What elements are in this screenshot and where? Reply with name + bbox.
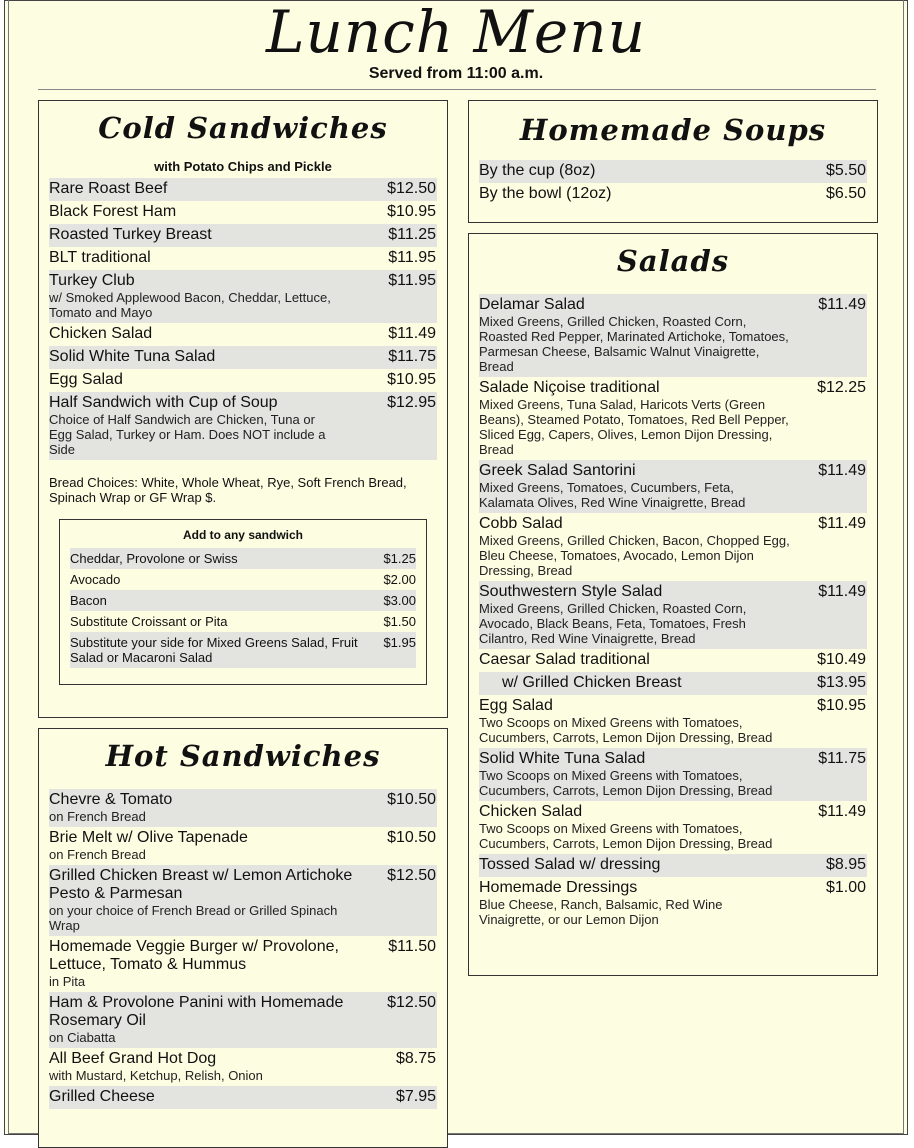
menu-item-name: Homemade Dressings	[479, 879, 638, 896]
menu-item-description: with Mustard, Ketchup, Relish, Onion	[49, 1068, 263, 1083]
addon-item	[70, 632, 416, 668]
add-to-sandwich-heading: Add to any sandwich	[182, 528, 303, 542]
menu-item-name: Chevre & Tomato	[49, 791, 173, 808]
bread-choices: Bread Choices: White, Whole Wheat, Rye, Soft French Bread, Spinach Wrap or GF Wrap $.	[49, 475, 407, 505]
menu-item-name: BLT traditional	[49, 249, 151, 266]
menu-item-description: Choice of Half Sandwich are Chicken, Tuna or Egg Salad, Turkey or Ham. Does NOT include a Side	[49, 412, 326, 457]
menu-item-price: $11.49	[818, 515, 866, 532]
addon-item-price: $1.25	[383, 551, 416, 566]
menu-item	[479, 581, 867, 649]
menu-item-description: w/ Smoked Applewood Bacon, Cheddar, Lettuce, Tomato and Mayo	[49, 290, 331, 320]
menu-item-price: $11.49	[818, 296, 866, 313]
menu-item-price: $13.95	[817, 674, 866, 691]
menu-item-name: Ham & Provolone Panini with Homemade Rosemary Oil	[49, 994, 344, 1029]
menu-item-name: Rare Roast Beef	[49, 180, 168, 197]
menu-item-description: on Ciabatta	[49, 1030, 116, 1045]
menu-item-description: on French Bread	[49, 847, 146, 862]
menu-item	[479, 160, 867, 183]
menu-item-price: $11.49	[818, 803, 866, 820]
menu-item-description: Mixed Greens, Grilled Chicken, Roasted Corn, Roasted Red Pepper, Marinated Artichoke, Tomatoes, Parmesan Cheese, Balsamic Walnut Vinaigrette, Bread	[479, 314, 789, 374]
menu-item	[49, 936, 437, 992]
menu-item-name: Solid White Tuna Salad	[479, 750, 646, 767]
menu-item	[479, 513, 867, 581]
menu-item-description: on French Bread	[49, 809, 146, 824]
menu-item-name: Delamar Salad	[479, 296, 585, 313]
menu-item-name: Chicken Salad	[49, 325, 153, 342]
menu-page	[4, 0, 908, 1135]
menu-item	[479, 377, 867, 460]
menu-item-price: $7.95	[395, 1088, 436, 1105]
salads-list	[479, 294, 867, 930]
menu-item-description: Mixed Greens, Grilled Chicken, Roasted Corn, Avocado, Black Beans, Feta, Tomatoes, Fresh Cilantro, Red Wine Vinaigrette, Bread	[479, 601, 747, 646]
menu-item	[49, 369, 437, 392]
menu-item	[479, 649, 867, 672]
menu-item-price: $11.25	[388, 226, 436, 243]
menu-item	[49, 178, 437, 201]
menu-item	[479, 672, 867, 695]
menu-item	[49, 392, 437, 460]
menu-item	[49, 992, 437, 1048]
menu-item-price: $10.49	[817, 651, 866, 668]
soups-section	[468, 100, 878, 223]
cold-sandwiches-section	[38, 100, 448, 718]
menu-item-price: $11.50	[388, 938, 436, 955]
menu-item-name: Tossed Salad w/ dressing	[479, 856, 661, 873]
menu-item-name: Greek Salad Santorini	[479, 462, 636, 479]
soups-list	[479, 160, 867, 206]
menu-item-name: Chicken Salad	[479, 803, 583, 820]
menu-item-name: Grilled Cheese	[49, 1088, 155, 1105]
cold-sandwiches-title: Cold Sandwiches	[98, 111, 388, 145]
menu-item-name: Salade Niçoise traditional	[479, 379, 660, 396]
addon-item-price: $2.00	[383, 572, 416, 587]
menu-item	[49, 1048, 437, 1086]
menu-item-description: in Pita	[49, 974, 86, 989]
addon-item-name: Substitute your side for Mixed Greens Salad, Fruit Salad or Macaroni Salad	[70, 635, 358, 665]
addon-item-price: $1.50	[383, 614, 416, 629]
menu-item-price: $12.50	[387, 867, 436, 884]
menu-item-description: on your choice of French Bread or Grilled Spinach Wrap	[49, 903, 338, 933]
menu-item-description: Mixed Greens, Tuna Salad, Haricots Verts (Green Beans), Steamed Potato, Tomatoes, Red Bell Pepper, Sliced Egg, Capers, Olives, Lemon Dijon Dressing, Bread	[479, 397, 789, 457]
cold-sandwiches-list	[49, 178, 437, 460]
addon-item-price: $1.95	[383, 635, 416, 650]
menu-item-name: Caesar Salad traditional	[479, 651, 650, 668]
menu-item-name: Southwestern Style Salad	[479, 583, 663, 600]
menu-item	[49, 346, 437, 369]
menu-item-price: $10.95	[387, 203, 436, 220]
menu-item-name: Turkey Club	[49, 272, 135, 289]
menu-item-price: $10.95	[387, 371, 436, 388]
menu-item-description: Two Scoops on Mixed Greens with Tomatoes, Cucumbers, Carrots, Lemon Dijon Dressing, Bread	[479, 821, 773, 851]
menu-item	[49, 865, 437, 936]
hot-sandwiches-title: Hot Sandwiches	[105, 739, 381, 773]
menu-item	[49, 247, 437, 270]
addon-item-name: Avocado	[70, 572, 121, 587]
menu-item-description: Two Scoops on Mixed Greens with Tomatoes, Cucumbers, Carrots, Lemon Dijon Dressing, Bread	[479, 768, 773, 798]
menu-item-price: $11.95	[388, 272, 436, 289]
menu-item-price: $12.50	[387, 180, 436, 197]
menu-item	[49, 323, 437, 346]
menu-item-name: Black Forest Ham	[49, 203, 177, 220]
menu-item-price: $11.75	[818, 750, 866, 767]
menu-item-name: w/ Grilled Chicken Breast	[502, 674, 682, 691]
menu-item-description: Mixed Greens, Grilled Chicken, Bacon, Chopped Egg, Bleu Cheese, Tomatoes, Avocado, Lemon Dijon Dressing, Bread	[479, 533, 790, 578]
menu-item	[479, 294, 867, 377]
add-to-sandwich-list	[70, 548, 416, 668]
menu-item-price: $8.75	[395, 1050, 436, 1067]
menu-item	[479, 460, 867, 513]
addon-item	[70, 590, 416, 611]
menu-item	[49, 224, 437, 247]
menu-item-price: $10.95	[817, 697, 866, 714]
menu-item-price: $10.50	[387, 791, 436, 808]
add-to-sandwich-box	[59, 519, 427, 685]
menu-item-price: $1.00	[825, 879, 866, 896]
menu-item	[479, 748, 867, 801]
menu-item-name: By the bowl (12oz)	[479, 185, 612, 202]
menu-item-price: $12.95	[387, 394, 436, 411]
menu-item-name: Egg Salad	[479, 697, 553, 714]
menu-item	[49, 789, 437, 827]
addon-item	[70, 569, 416, 590]
menu-item-description: Mixed Greens, Tomatoes, Cucumbers, Feta, Kalamata Olives, Red Wine Vinaigrette, Bread	[479, 480, 746, 510]
menu-item-name: Grilled Chicken Breast w/ Lemon Artichoke Pesto & Parmesan	[49, 867, 353, 902]
menu-item	[479, 801, 867, 854]
menu-item-price: $11.49	[818, 462, 866, 479]
menu-subtitle: Served from 11:00 a.m.	[368, 65, 544, 82]
menu-title: Lunch Menu	[266, 0, 646, 66]
menu-item-description: Blue Cheese, Ranch, Balsamic, Red Wine Vinaigrette, or our Lemon Dijon	[479, 897, 723, 927]
addon-item-name: Substitute Croissant or Pita	[70, 614, 228, 629]
menu-item-price: $11.95	[388, 249, 436, 266]
addon-item-price: $3.00	[383, 593, 416, 608]
menu-item-name: By the cup (8oz)	[479, 162, 596, 179]
menu-item-price: $12.25	[817, 379, 866, 396]
menu-item	[49, 827, 437, 865]
menu-item	[479, 183, 867, 206]
menu-item-price: $5.50	[825, 162, 866, 179]
hot-sandwiches-section	[38, 728, 448, 1148]
menu-item-price: $11.75	[388, 348, 436, 365]
addon-item-name: Bacon	[70, 593, 107, 608]
menu-item-name: Roasted Turkey Breast	[49, 226, 212, 243]
menu-item-name: Homemade Veggie Burger w/ Provolone, Lettuce, Tomato & Hummus	[49, 938, 339, 973]
menu-item-name: Cobb Salad	[479, 515, 563, 532]
menu-item-name: Solid White Tuna Salad	[49, 348, 216, 365]
menu-item	[49, 1086, 437, 1109]
menu-item-price: $8.95	[825, 856, 866, 873]
menu-item	[479, 854, 867, 877]
menu-item-description: Two Scoops on Mixed Greens with Tomatoes, Cucumbers, Carrots, Lemon Dijon Dressing, Bread	[479, 715, 773, 745]
hot-sandwiches-list	[49, 789, 437, 1109]
menu-item	[479, 695, 867, 748]
cold-sandwiches-note: with Potato Chips and Pickle	[154, 159, 332, 174]
menu-item	[49, 201, 437, 224]
salads-section	[468, 233, 878, 976]
menu-item	[479, 877, 867, 930]
menu-item	[49, 270, 437, 323]
menu-item-price: $12.50	[387, 994, 436, 1011]
salads-title: Salads	[616, 244, 730, 278]
header-divider	[38, 89, 876, 90]
menu-item-price: $11.49	[388, 325, 436, 342]
addon-item	[70, 548, 416, 569]
menu-item-name: All Beef Grand Hot Dog	[49, 1050, 217, 1067]
menu-item-price: $10.50	[387, 829, 436, 846]
menu-item-price: $11.49	[818, 583, 866, 600]
menu-item-name: Egg Salad	[49, 371, 123, 388]
soups-title: Homemade Soups	[519, 113, 827, 147]
addon-item-name: Cheddar, Provolone or Swiss	[70, 551, 238, 566]
menu-item-price: $6.50	[825, 185, 866, 202]
addon-item	[70, 611, 416, 632]
menu-item-name: Brie Melt w/ Olive Tapenade	[49, 829, 248, 846]
menu-item-name: Half Sandwich with Cup of Soup	[49, 394, 278, 411]
